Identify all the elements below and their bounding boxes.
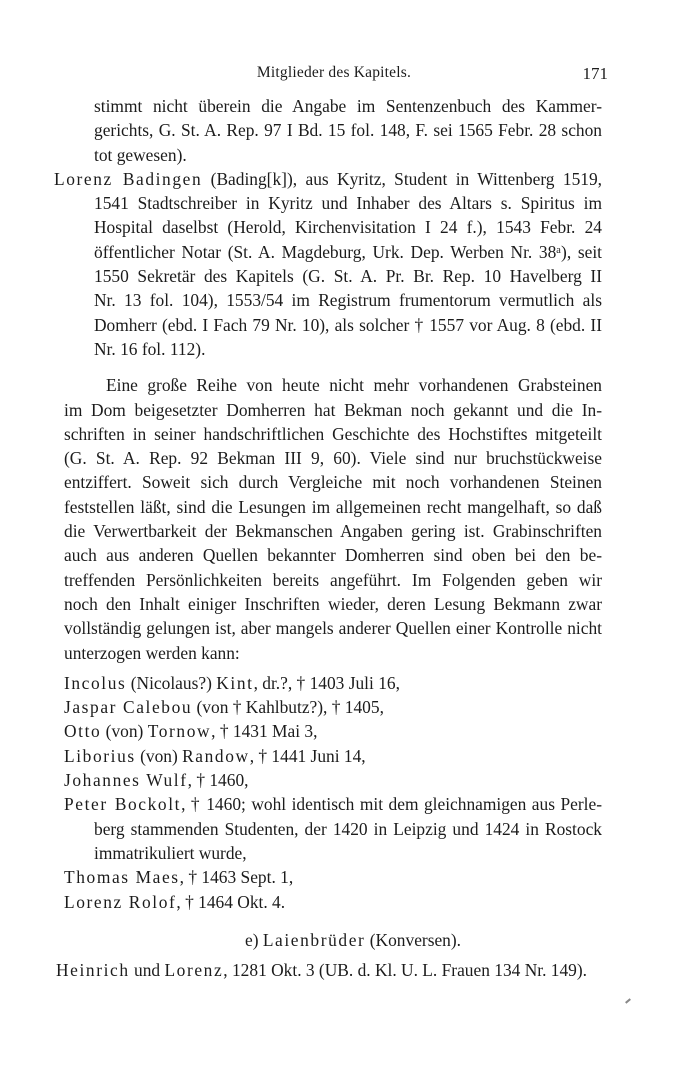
text-line: öffentlicher Notar (St. A. Magdeburg, Urk. Dep. Werben Nr. 38ᵃ), seit bbox=[94, 241, 602, 262]
text-line: 1550 Sekretär des Kapitels (G. St. A. Pr. Br. Rep. 10 Havelberg II bbox=[94, 266, 602, 287]
entry-text: , † 1441 Juni 14, bbox=[249, 745, 366, 766]
paragraph-line: vollständig gelungen ist, aber mangels anderer Quellen einer Kontrolle nicht bbox=[64, 618, 602, 639]
text-line: immatrikuliert wurde, bbox=[94, 842, 247, 863]
paragraph-line: noch den Inhalt einiger Inschriften wieder, deren Lesung Bekmann zwar bbox=[64, 593, 602, 614]
list-item bbox=[64, 671, 602, 695]
paragraph-line: unterzogen werden kann: bbox=[64, 642, 240, 663]
text-line: tot gewesen). bbox=[94, 144, 187, 165]
running-title: Mitglieder des Kapitels. bbox=[256, 64, 412, 81]
list-item bbox=[64, 865, 602, 889]
person-name: Heinrich bbox=[56, 960, 130, 981]
section-title: Laienbrüder bbox=[262, 929, 366, 950]
person-name: Lorenz bbox=[164, 960, 224, 981]
paragraph-line: Eine große Reihe von heute nicht mehr vorhandenen Grabsteinen bbox=[106, 375, 602, 396]
paragraph-line: (G. St. A. Rep. 92 Bekman III 9, 60). Viele sind nur bruchstückweise bbox=[64, 448, 602, 469]
text-line: gerichts, G. St. A. Rep. 97 I Bd. 15 fol. 148, F. sei 1565 Febr. 28 schon bbox=[94, 120, 602, 141]
paragraph-line: im Dom beigesetzter Domherren hat Bekman noch gekannt und die In- bbox=[64, 399, 602, 420]
entry-text: , † 1460; wohl identisch mit dem gleichnamigen aus Perle- bbox=[181, 794, 602, 815]
person-name: Incolus bbox=[64, 672, 127, 693]
paragraph-line: treffenden Persönlichkeiten bereits angeführt. Im Folgenden geben wir bbox=[64, 569, 602, 590]
section-subtitle: (Konversen). bbox=[365, 929, 462, 950]
person-name: Peter Bockolt bbox=[64, 794, 182, 815]
entry-lorenz-badingen bbox=[54, 167, 602, 191]
person-name: Liborius bbox=[64, 745, 136, 766]
entry-text: und bbox=[129, 960, 165, 981]
person-name: Jaspar Calebou bbox=[64, 697, 193, 718]
paragraph-line: schriften in seiner handschriftlichen Geschichte des Hochstiftes mitgeteilt bbox=[64, 423, 602, 444]
paragraph-line: entziffert. Soweit sich durch Vergleiche mit noch vorhandenen Steinen bbox=[64, 472, 602, 493]
person-name: Lorenz Badingen bbox=[54, 168, 203, 189]
list-item bbox=[56, 958, 602, 982]
text-line: stimmt nicht überein die Angabe im Sentenzenbuch des Kammer- bbox=[94, 96, 602, 116]
list-item bbox=[64, 719, 602, 743]
list-item bbox=[64, 744, 602, 768]
section-heading bbox=[64, 928, 602, 952]
list-item bbox=[64, 890, 602, 914]
entry-text: , † 1431 Mai 3, bbox=[211, 721, 318, 742]
page-number: 171 bbox=[582, 64, 608, 83]
section-label: e) bbox=[244, 929, 263, 950]
text-line: berg stammenden Studenten, der 1420 in Leipzig und 1424 in Rostock bbox=[94, 818, 602, 839]
person-name: Kint bbox=[216, 672, 254, 693]
paper-speck bbox=[625, 998, 631, 1003]
list-item bbox=[64, 792, 602, 816]
text-line: Hospital daselbst (Herold, Kirchenvisitation I 24 f.), 1543 Febr. 24 bbox=[94, 217, 602, 238]
entry-text: (von) bbox=[135, 745, 183, 766]
paragraph-line: die Verwertbarkeit der Bekmanschen Angaben gering ist. Grabinschriften bbox=[64, 521, 602, 542]
spacer bbox=[64, 914, 602, 928]
person-name: Tornow bbox=[147, 721, 212, 742]
entry-text: , dr.?, † 1403 Juli 16, bbox=[253, 672, 400, 693]
page-header bbox=[60, 64, 608, 86]
entry-text: (von † Kahlbutz?), † 1405, bbox=[192, 697, 384, 718]
entry-text: (Bading[k]), aus Kyritz, Student in Wittenberg 1519, bbox=[202, 168, 603, 189]
text-line: 1541 Stadtschreiber in Kyritz und Inhaber des Altars s. Spiritus im bbox=[94, 193, 602, 214]
person-name: Randow bbox=[182, 745, 250, 766]
paragraph-line: feststellen läßt, sind die Lesungen im allgemeinen recht mangelhaft, so daß bbox=[64, 496, 602, 517]
person-name: Otto bbox=[64, 721, 102, 742]
entry-text: , † 1463 Sept. 1, bbox=[179, 867, 294, 888]
list-item bbox=[64, 768, 602, 792]
entry-text: (Nicolaus?) bbox=[126, 672, 217, 693]
entry-text: (von) bbox=[101, 721, 148, 742]
entry-text: , † 1460, bbox=[187, 770, 249, 791]
entry-text: , † 1464 Okt. 4. bbox=[176, 891, 286, 912]
list-item bbox=[64, 695, 602, 719]
text-line: Domherr (ebd. I Fach 79 Nr. 10), als solcher † 1557 vor Aug. 8 (ebd. II bbox=[94, 314, 602, 335]
text-line: Nr. 16 fol. 112). bbox=[94, 338, 206, 359]
spacer bbox=[64, 361, 602, 373]
text-line: Nr. 13 fol. 104), 1553/54 im Registrum frumentorum vermutlich als bbox=[94, 290, 602, 311]
person-name: Thomas Maes bbox=[64, 867, 180, 888]
person-name: Johannes Wulf bbox=[64, 770, 188, 791]
paragraph-line: auch aus anderen Quellen bekannter Domherren sind oben bei den be- bbox=[64, 545, 602, 566]
entry-text: , 1281 Okt. 3 (UB. d. Kl. U. L. Frauen 134 Nr. 149). bbox=[223, 960, 588, 981]
person-name: Lorenz Rolof bbox=[64, 891, 177, 912]
body-text bbox=[54, 94, 603, 982]
